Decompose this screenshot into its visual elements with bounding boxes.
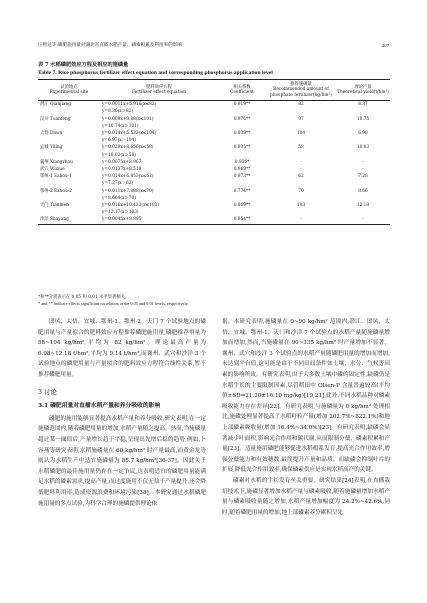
table-row bbox=[38, 216, 390, 224]
cell-equation bbox=[100, 130, 218, 144]
cell-coefficient: 0.936* bbox=[234, 159, 250, 165]
cell-recommended: 103 bbox=[296, 203, 306, 209]
equation-line: y=0.016x+10.433(x≤103) bbox=[102, 203, 159, 209]
equation-line: y=10.74(x＞101) bbox=[102, 123, 139, 129]
table-caption-cn: 表 7 水稻磷肥效应方程及相应的施磷量 bbox=[38, 62, 129, 68]
equation-line: y=0.0075x+8.967 bbox=[102, 159, 142, 165]
table-caption-en: Table 7. Rice phosphorus fertilizer effect equation and corresponding phosphorus application level bbox=[38, 70, 273, 76]
right-column bbox=[222, 317, 390, 518]
section-heading: 3 讨论 bbox=[38, 387, 57, 396]
cell-recommended: - bbox=[300, 167, 302, 173]
cell-yield: 8.37 bbox=[358, 102, 368, 108]
equation-line: y=12.17(x＞103) bbox=[102, 210, 139, 216]
cell-site: 宜城 Yiling bbox=[40, 145, 63, 151]
cell-coefficient: 0.973** bbox=[233, 174, 251, 180]
right-paragraph-2: 磷素对水稻的生长发育至关重要。研究结果[24]表明,在直播栽培技术下,施磷显著增加水稻产量与磷素吸收,随着施磷量增加水稻产量与磷素吸收量随之增加,水稻产量增加幅度为 24.2%~42.6%,同时,随着磷肥用量的增加,地上部磷素养分累积呈先 bbox=[222, 477, 390, 516]
cell-yield: - bbox=[362, 167, 364, 173]
cell-yield: - bbox=[362, 159, 364, 165]
equation-line: y=0.009x+9.88(x≤101) bbox=[102, 116, 154, 122]
cell-site: 鄂州-1 Ezhou-1 bbox=[40, 174, 72, 180]
table-row bbox=[38, 173, 390, 187]
cell-recommended: - bbox=[266, 216, 336, 224]
cell-recommended: 58 bbox=[298, 145, 304, 151]
cell-coefficient: 0.969** bbox=[233, 203, 251, 209]
cell-yield: 7.28 bbox=[358, 174, 368, 180]
right-paragraph-1: 据。本研究表明,施磷量在 0~90 kg/hm² 范围内,潜江、团风、大悟、宜城、鄂州-1、天门和沙洋 7 个试验点的水稻产量随施磷量增加而增加,然而,当施磷量在 90~135 kg/hm² 时产量增加不显著。襄州、武穴和沙洋 3 个试验点的水稻产量随磷肥用量的增加而增加,未达到平台值,这可能是由于不同田间条件如土壤、水分、气候等因素的影响所致。有研究表明,由于大多数土壤中磷的固定性,缺磷仍是水稻生长的主要限制因素,尽管稻田中 Olsen-P 含量普遍较高(平均值±SD=21.20±16.10 mg/kg)[19,21],此外,不同水稻品种对磷素吸收能力存在差异[22]。有研究表明,与施磷量为 0 kg/hm² 处理相比,施磷处理显著提高了水稻籽粒产量(增加 202.7%~822.1%)和地上部磷素吸收量(增加 16.4%~34.0%)[23]。有研究表明,缺磷会显著减少叶面积,影响光合作用和碳代谢,从而限制分蘖、磷素积累和产量[23]。适量施用磷肥能够促进水稻根系发育,提高光合作用效率,增强分蘖能力和有效穗数,最终提升产量和品质。而缺磷会抑制叶片的扩展,降低光合作用效率,确保磷素供应是实现水稻高产的关键。 bbox=[222, 319, 390, 474]
equation-line: y=8.36(x＞82) bbox=[102, 109, 134, 115]
cell-yield: 10.03 bbox=[356, 145, 370, 151]
equation-line: y=7.27(x＞62) bbox=[102, 181, 134, 187]
table-row bbox=[38, 116, 390, 130]
cell-site: 武穴 Wuxue bbox=[40, 167, 65, 173]
note-en: * and ** indicate effects significant correlation at the 0.05 and 0.01 levels, respectively. bbox=[38, 301, 189, 307]
running-header bbox=[38, 40, 389, 50]
equation-line: y=8.664(x＞70) bbox=[102, 195, 136, 201]
cell-site: 潜江 Qianjiang bbox=[40, 102, 71, 108]
cell-recommended: 97 bbox=[298, 116, 304, 122]
table-row bbox=[38, 159, 390, 166]
cell-equation bbox=[100, 101, 218, 116]
page-number: 407 bbox=[382, 42, 389, 48]
table-row bbox=[38, 188, 390, 202]
cell-yield: 12.18 bbox=[356, 203, 370, 209]
cell-yield: 10.75 bbox=[356, 116, 370, 122]
equation-line: y=0.0137x+8.519 bbox=[102, 167, 142, 173]
equation-line: y=0.0045x+8.895 bbox=[102, 217, 142, 223]
left-paragraph-1: 团风、大悟、宜城、鄂州-1、鄂州-2、天门 7 个试验地点的磷肥用量与产量拟合的肥料效应方程推荐磷肥施用量,磷肥推荐用量为 58~104 kg/hm²,平均为 82 kg/hm²。理论最高产量为 6.98~12.18 t/hm²,平均为 9.14 t/hm²,而襄州、武穴和沙洋 3 个试验地点的磷肥用量与产量拟合的肥料效应方程符合线性关系,暂不推荐磷肥用量。 bbox=[38, 319, 206, 378]
cell-recommended: 104 bbox=[296, 131, 306, 137]
cell-yield: 8.66 bbox=[358, 188, 368, 194]
cell-coefficient: 0.969** bbox=[233, 167, 251, 173]
cell-equation bbox=[100, 144, 218, 158]
cell-equation bbox=[100, 216, 218, 224]
col-header-equation: 肥料效应方程 Fertilizer effect equation bbox=[100, 80, 218, 101]
left-paragraph-2: 磷肥的施用能够显著提高水稻产量和养分吸收,研究表明,在一定施磷范围内,随着磷肥用量的增加,水稻产量随之提高。然而,当施磷量超过某一阈值后,产量增长趋于平稳,呈现出先增后稳的趋势,例如,卜容燕等研究表明,水稻施磷量在 60 kg/hm² 时产量最高,而黄金龙等则认为水稻生产中适宜施磷量为 85.7 kg/hm²[36-37]。因此关于水稻磷肥的最佳施用量仍存在一定争议,这表明适宜的磷肥用量能满足水稻的磷素需求,提高产量,而过度施用不仅无益于产量提升,还会降低肥料利用率,造成资源浪费和环境污染[38]。本研究通过水稻磷肥施用量的多点试验,为科学合理的施磷提供理论依 bbox=[38, 415, 206, 507]
equation-line: y=0.029x+8.656(x≤58) bbox=[102, 145, 154, 151]
col-header-recommended: 推荐施磷量 Recommended amount of phosphate fertilizer(kg/hm²) bbox=[266, 80, 336, 101]
cell-site: 襄州 Xiangzhou bbox=[40, 159, 73, 165]
subsection-heading: 3.1 磷肥用量对直播水稻产量和养分吸收的影响 bbox=[38, 403, 161, 410]
table-notes bbox=[38, 295, 390, 308]
equation-line: y=0.014x+6.453(x≤62) bbox=[102, 174, 154, 180]
cell-equation bbox=[100, 159, 218, 166]
fertilizer-effect-table bbox=[38, 79, 390, 225]
table-row bbox=[38, 130, 390, 144]
equation-line: y=10.02(x＞58) bbox=[102, 152, 136, 158]
equation-line: y=0.011x+7.888(x≤70) bbox=[102, 188, 154, 194]
col-header-site: 试验地点 Experimental site bbox=[38, 80, 100, 101]
equation-line: y=0.0011x+5.916(x≤82) bbox=[102, 102, 157, 108]
col-header-coefficient: 相关系数 Coefficient bbox=[218, 80, 266, 101]
cell-equation bbox=[100, 116, 218, 130]
cell-site: 鄂州-2 Ezhou-2 bbox=[40, 188, 72, 194]
cell-coefficient: 0.954** bbox=[218, 216, 266, 224]
cell-equation bbox=[100, 173, 218, 187]
cell-yield: 6.98 bbox=[358, 131, 368, 137]
cell-equation bbox=[100, 202, 218, 216]
cell-yield: - bbox=[336, 216, 390, 224]
cell-recommended: - bbox=[300, 159, 302, 165]
cell-recommended: 82 bbox=[298, 102, 304, 108]
cell-recommended: 62 bbox=[298, 174, 304, 180]
cell-site: 沙洋 Shayang bbox=[38, 216, 100, 224]
cell-recommended: 70 bbox=[298, 188, 304, 194]
table-row bbox=[38, 166, 390, 173]
equation-line: y=6.97(x＞104) bbox=[102, 138, 136, 144]
cell-site: 汉川 Tuanfeng bbox=[40, 116, 71, 122]
col-header-yield: 理论产量 Theoretical yield(t/hm²) bbox=[336, 80, 390, 101]
cell-coefficient: 0.976** bbox=[233, 116, 251, 122]
cell-equation bbox=[100, 166, 218, 173]
table-row bbox=[38, 144, 390, 158]
table-row bbox=[38, 202, 390, 216]
cell-coefficient: 0.919** bbox=[233, 102, 251, 108]
cell-coefficient: 0.774** bbox=[233, 188, 251, 194]
equation-line: y=0.014x+5.533(x≤104) bbox=[102, 131, 157, 137]
table-row bbox=[38, 101, 390, 116]
cell-coefficient: 0.939** bbox=[233, 131, 251, 137]
cell-coefficient: 0.935** bbox=[233, 145, 251, 151]
left-column bbox=[38, 317, 206, 509]
running-title: 汪智达等:磷肥施用量对湖北省直播水稻产量、磷素积累及利用率的影响 bbox=[38, 43, 182, 48]
cell-site: 天门 Tianmen bbox=[40, 203, 69, 209]
note-cn: *和**分别表示在 0.05 和 0.01 水平显著相关。 bbox=[38, 295, 130, 300]
cell-site: 大悟 Dawu bbox=[40, 131, 63, 137]
cell-equation bbox=[100, 188, 218, 202]
